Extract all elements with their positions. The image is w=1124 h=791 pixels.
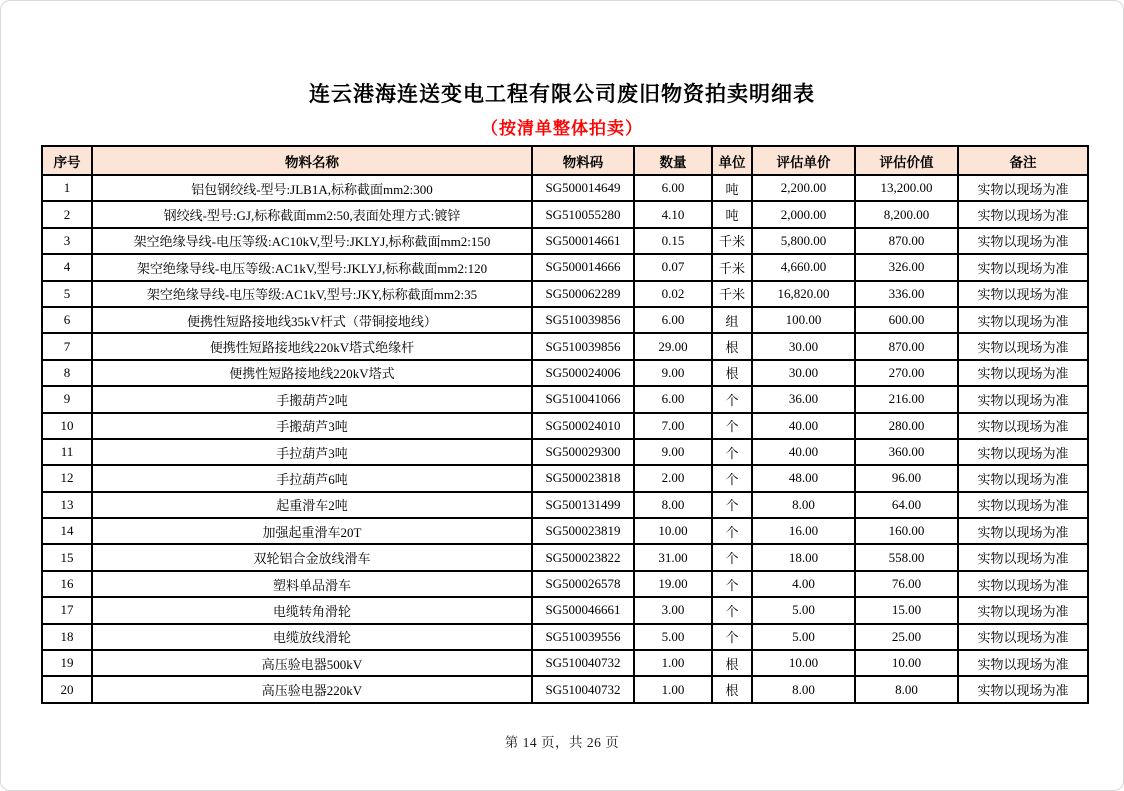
cell-material-code: SG500131499 [532, 492, 634, 518]
cell-unit: 个 [712, 544, 752, 570]
cell-seq: 17 [42, 597, 92, 623]
cell-material-code: SG500023819 [532, 518, 634, 544]
cell-material-name: 电缆转角滑轮 [92, 597, 532, 623]
cell-unit: 千米 [712, 281, 752, 307]
cell-material-name: 加强起重滑车20T [92, 518, 532, 544]
cell-material-code: SG500026578 [532, 571, 634, 597]
cell-seq: 8 [42, 360, 92, 386]
cell-material-name: 手拉葫芦3吨 [92, 439, 532, 465]
cell-material-code: SG510040732 [532, 650, 634, 676]
cell-assessed-value: 280.00 [855, 413, 958, 439]
cell-unit-price: 2,200.00 [752, 175, 855, 201]
cell-unit: 根 [712, 676, 752, 702]
cell-material-code: SG510040732 [532, 676, 634, 702]
cell-seq: 7 [42, 333, 92, 359]
cell-remark: 实物以现场为准 [958, 360, 1088, 386]
cell-material-name: 手拉葫芦6吨 [92, 465, 532, 491]
cell-material-code: SG500023818 [532, 465, 634, 491]
cell-material-name: 架空绝缘导线-电压等级:AC1kV,型号:JKY,标称截面mm2:35 [92, 281, 532, 307]
cell-quantity: 1.00 [634, 650, 712, 676]
cell-seq: 3 [42, 228, 92, 254]
table-row [42, 518, 1088, 544]
cell-material-code: SG510055280 [532, 201, 634, 227]
cell-assessed-value: 600.00 [855, 307, 958, 333]
cell-remark: 实物以现场为准 [958, 333, 1088, 359]
cell-material-code: SG500029300 [532, 439, 634, 465]
col-header-unit-price: 评估单价 [752, 146, 855, 175]
cell-assessed-value: 360.00 [855, 439, 958, 465]
cell-unit-price: 18.00 [752, 544, 855, 570]
cell-remark: 实物以现场为准 [958, 439, 1088, 465]
cell-remark: 实物以现场为准 [958, 281, 1088, 307]
cell-unit-price: 10.00 [752, 650, 855, 676]
cell-assessed-value: 8,200.00 [855, 201, 958, 227]
table-row [42, 228, 1088, 254]
cell-material-code: SG500046661 [532, 597, 634, 623]
cell-material-code: SG500024010 [532, 413, 634, 439]
cell-assessed-value: 336.00 [855, 281, 958, 307]
cell-remark: 实物以现场为准 [958, 571, 1088, 597]
cell-material-name: 便携性短路接地线220kV塔式 [92, 360, 532, 386]
cell-assessed-value: 558.00 [855, 544, 958, 570]
cell-unit-price: 16.00 [752, 518, 855, 544]
cell-unit: 个 [712, 492, 752, 518]
cell-quantity: 29.00 [634, 333, 712, 359]
cell-quantity: 31.00 [634, 544, 712, 570]
document-subtitle: （按清单整体拍卖） [481, 119, 643, 138]
cell-unit: 个 [712, 597, 752, 623]
cell-assessed-value: 96.00 [855, 465, 958, 491]
cell-material-name: 起重滑车2吨 [92, 492, 532, 518]
table-row [42, 281, 1088, 307]
cell-unit: 个 [712, 624, 752, 650]
cell-assessed-value: 10.00 [855, 650, 958, 676]
cell-unit: 根 [712, 333, 752, 359]
cell-quantity: 6.00 [634, 386, 712, 412]
cell-remark: 实物以现场为准 [958, 624, 1088, 650]
cell-unit: 个 [712, 571, 752, 597]
cell-remark: 实物以现场为准 [958, 676, 1088, 702]
table-row [42, 676, 1088, 702]
table-row [42, 307, 1088, 333]
cell-unit-price: 2,000.00 [752, 201, 855, 227]
cell-material-code: SG510039556 [532, 624, 634, 650]
table-row [42, 544, 1088, 570]
cell-unit: 吨 [712, 175, 752, 201]
cell-material-name: 塑料单品滑车 [92, 571, 532, 597]
table-row [42, 360, 1088, 386]
cell-unit-price: 48.00 [752, 465, 855, 491]
cell-seq: 13 [42, 492, 92, 518]
cell-unit-price: 5.00 [752, 624, 855, 650]
cell-unit: 个 [712, 413, 752, 439]
table-row [42, 571, 1088, 597]
cell-seq: 2 [42, 201, 92, 227]
cell-seq: 20 [42, 676, 92, 702]
cell-material-code: SG500014649 [532, 175, 634, 201]
cell-material-name: 架空绝缘导线-电压等级:AC1kV,型号:JKLYJ,标称截面mm2:120 [92, 254, 532, 280]
cell-quantity: 4.10 [634, 201, 712, 227]
cell-assessed-value: 13,200.00 [855, 175, 958, 201]
cell-quantity: 19.00 [634, 571, 712, 597]
table-row [42, 413, 1088, 439]
cell-remark: 实物以现场为准 [958, 518, 1088, 544]
cell-remark: 实物以现场为准 [958, 413, 1088, 439]
cell-material-name: 电缆放线滑轮 [92, 624, 532, 650]
cell-unit: 个 [712, 386, 752, 412]
cell-assessed-value: 76.00 [855, 571, 958, 597]
cell-assessed-value: 160.00 [855, 518, 958, 544]
cell-assessed-value: 870.00 [855, 333, 958, 359]
cell-material-code: SG500014661 [532, 228, 634, 254]
cell-material-name: 架空绝缘导线-电压等级:AC10kV,型号:JKLYJ,标称截面mm2:150 [92, 228, 532, 254]
cell-quantity: 3.00 [634, 597, 712, 623]
cell-material-code: SG500024006 [532, 360, 634, 386]
cell-remark: 实物以现场为准 [958, 175, 1088, 201]
cell-seq: 15 [42, 544, 92, 570]
cell-remark: 实物以现场为准 [958, 597, 1088, 623]
table-row [42, 386, 1088, 412]
cell-material-name: 高压验电器500kV [92, 650, 532, 676]
cell-seq: 5 [42, 281, 92, 307]
cell-unit-price: 16,820.00 [752, 281, 855, 307]
cell-unit-price: 5.00 [752, 597, 855, 623]
cell-quantity: 7.00 [634, 413, 712, 439]
cell-seq: 10 [42, 413, 92, 439]
cell-material-code: SG500014666 [532, 254, 634, 280]
table-body [42, 175, 1088, 703]
cell-unit: 根 [712, 360, 752, 386]
cell-quantity: 0.15 [634, 228, 712, 254]
cell-quantity: 9.00 [634, 439, 712, 465]
cell-assessed-value: 25.00 [855, 624, 958, 650]
table-row [42, 439, 1088, 465]
cell-material-name: 手搬葫芦3吨 [92, 413, 532, 439]
cell-unit: 个 [712, 518, 752, 544]
cell-unit: 组 [712, 307, 752, 333]
table-row [42, 597, 1088, 623]
cell-remark: 实物以现场为准 [958, 386, 1088, 412]
cell-unit: 吨 [712, 201, 752, 227]
cell-remark: 实物以现场为准 [958, 650, 1088, 676]
cell-material-code: SG510041066 [532, 386, 634, 412]
col-header-remark: 备注 [958, 146, 1088, 175]
cell-quantity: 1.00 [634, 676, 712, 702]
cell-assessed-value: 870.00 [855, 228, 958, 254]
cell-seq: 14 [42, 518, 92, 544]
table-row [42, 465, 1088, 491]
document-title: 连云港海连送变电工程有限公司废旧物资拍卖明细表 [309, 83, 815, 106]
cell-material-code: SG500062289 [532, 281, 634, 307]
col-header-material-code: 物料码 [532, 146, 634, 175]
cell-remark: 实物以现场为准 [958, 228, 1088, 254]
table-row [42, 492, 1088, 518]
cell-unit: 个 [712, 439, 752, 465]
cell-quantity: 10.00 [634, 518, 712, 544]
cell-unit-price: 8.00 [752, 492, 855, 518]
cell-assessed-value: 216.00 [855, 386, 958, 412]
cell-seq: 12 [42, 465, 92, 491]
cell-assessed-value: 326.00 [855, 254, 958, 280]
table-row [42, 254, 1088, 280]
cell-material-name: 铝包钢绞线-型号:JLB1A,标称截面mm2:300 [92, 175, 532, 201]
cell-remark: 实物以现场为准 [958, 465, 1088, 491]
cell-quantity: 0.07 [634, 254, 712, 280]
cell-unit-price: 30.00 [752, 333, 855, 359]
cell-material-name: 便携性短路接地线35kV杆式（带铜接地线） [92, 307, 532, 333]
cell-assessed-value: 8.00 [855, 676, 958, 702]
table-row [42, 175, 1088, 201]
cell-quantity: 2.00 [634, 465, 712, 491]
cell-material-code: SG510039856 [532, 307, 634, 333]
cell-remark: 实物以现场为准 [958, 492, 1088, 518]
cell-quantity: 5.00 [634, 624, 712, 650]
cell-unit-price: 30.00 [752, 360, 855, 386]
cell-unit-price: 100.00 [752, 307, 855, 333]
cell-seq: 18 [42, 624, 92, 650]
cell-quantity: 8.00 [634, 492, 712, 518]
cell-quantity: 6.00 [634, 175, 712, 201]
cell-quantity: 9.00 [634, 360, 712, 386]
cell-unit-price: 5,800.00 [752, 228, 855, 254]
col-header-quantity: 数量 [634, 146, 712, 175]
table-row [42, 333, 1088, 359]
col-header-material-name: 物料名称 [92, 146, 532, 175]
cell-remark: 实物以现场为准 [958, 307, 1088, 333]
cell-unit-price: 40.00 [752, 439, 855, 465]
cell-unit-price: 40.00 [752, 413, 855, 439]
cell-assessed-value: 64.00 [855, 492, 958, 518]
cell-material-name: 高压验电器220kV [92, 676, 532, 702]
cell-material-name: 便携性短路接地线220kV塔式绝缘杆 [92, 333, 532, 359]
cell-material-name: 双轮铝合金放线滑车 [92, 544, 532, 570]
cell-seq: 16 [42, 571, 92, 597]
cell-remark: 实物以现场为准 [958, 254, 1088, 280]
cell-unit-price: 4.00 [752, 571, 855, 597]
col-header-assessed-value: 评估价值 [855, 146, 958, 175]
cell-unit: 千米 [712, 254, 752, 280]
cell-material-name: 手搬葫芦2吨 [92, 386, 532, 412]
cell-seq: 6 [42, 307, 92, 333]
cell-seq: 11 [42, 439, 92, 465]
cell-unit-price: 4,660.00 [752, 254, 855, 280]
cell-quantity: 0.02 [634, 281, 712, 307]
cell-assessed-value: 15.00 [855, 597, 958, 623]
cell-remark: 实物以现场为准 [958, 201, 1088, 227]
table-header-row [42, 146, 1088, 175]
cell-material-code: SG510039856 [532, 333, 634, 359]
col-header-unit: 单位 [712, 146, 752, 175]
auction-items-table [41, 145, 1089, 704]
cell-seq: 1 [42, 175, 92, 201]
table-row [42, 650, 1088, 676]
cell-seq: 4 [42, 254, 92, 280]
cell-material-code: SG500023822 [532, 544, 634, 570]
cell-unit: 千米 [712, 228, 752, 254]
cell-seq: 9 [42, 386, 92, 412]
col-header-seq: 序号 [42, 146, 92, 175]
cell-unit-price: 8.00 [752, 676, 855, 702]
page-number: 第 14 页，共 26 页 [504, 734, 620, 750]
cell-material-name: 钢绞线-型号:GJ,标称截面mm2:50,表面处理方式:镀锌 [92, 201, 532, 227]
table-row [42, 201, 1088, 227]
cell-unit: 根 [712, 650, 752, 676]
cell-remark: 实物以现场为准 [958, 544, 1088, 570]
cell-assessed-value: 270.00 [855, 360, 958, 386]
cell-unit: 个 [712, 465, 752, 491]
cell-unit-price: 36.00 [752, 386, 855, 412]
table-row [42, 624, 1088, 650]
cell-quantity: 6.00 [634, 307, 712, 333]
cell-seq: 19 [42, 650, 92, 676]
